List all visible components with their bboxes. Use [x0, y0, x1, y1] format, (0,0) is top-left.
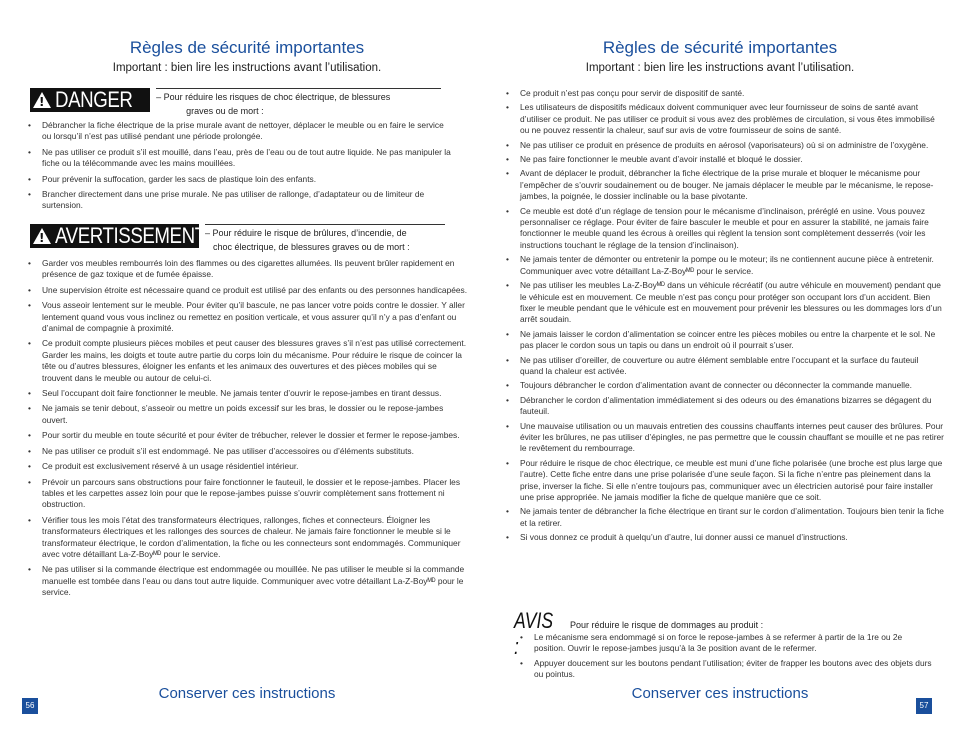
bullet-icon: •: [506, 328, 509, 339]
danger-list: [22, 120, 452, 216]
bullet-icon: •: [506, 354, 509, 365]
list-item: [500, 280, 944, 326]
list-item: [500, 206, 944, 252]
avertissement-label: AVERTISSEMENT: [55, 223, 206, 248]
list-item: [514, 658, 934, 681]
warning-triangle-icon: !: [33, 92, 51, 108]
bullet-icon: •: [506, 168, 509, 179]
list-item: [22, 174, 452, 185]
bullet-icon: •: [28, 445, 31, 456]
bullet-icon: •: [506, 205, 509, 216]
list-item: [500, 506, 944, 529]
list-item-text: Brancher directement dans une prise murale. Ne pas utiliser de rallonge, d’adaptateur ou de limiteur de surtension.: [42, 189, 425, 211]
bullet-icon: •: [28, 461, 31, 472]
avertissement-intro: – Pour réduire le risque de brûlures, d’incendie, de choc électrique, de blessures graves ou de mort :: [205, 224, 445, 254]
bullet-icon: •: [28, 338, 31, 349]
bullet-icon: •: [28, 514, 31, 525]
list-item-text: Ce meuble est doté d’un réglage de tension pour le mécanisme d’inclinaison, préréglé en usine. Vous pouvez personnaliser ce réglage. Pour éviter de faire basculer le meuble et pour en assurer la stabilité, ne jamais faire fonctionner le meuble quand les écrous à oreilles qui règlent la tension sont complètement desserrés (voir les instructions touchant le réglage de la tension d’inclinaison).: [520, 205, 929, 250]
page-title: Règles de sécurité importantes: [602, 38, 838, 57]
page-number: 56: [22, 698, 38, 714]
list-item-text: Débrancher le cordon d’alimentation immédiatement si des odeurs ou des émanations bizarres se dégagent du fauteuil.: [520, 394, 932, 417]
list-item-text: Prévoir un parcours sans obstructions pour faire fonctionner le fauteuil, le dossier et le repose-jambes. Placer les tables et les carpettes assez loin pour que le repose-jambes puisse s’ouvrir complètement sans frottement ni obstruction.: [42, 476, 461, 510]
danger-header: [30, 88, 441, 118]
bullet-icon: •: [506, 154, 509, 165]
danger-intro: – Pour réduire les risques de choc électrique, de blessures graves ou de mort :: [156, 88, 441, 118]
bullet-icon: •: [506, 380, 509, 391]
list-item: [22, 446, 468, 457]
list-item: [500, 140, 944, 151]
list-item-text: Une supervision étroite est nécessaire quand ce produit est utilisé par des enfants ou des personnes handicapées.: [42, 284, 468, 295]
list-item-text: Les utilisateurs de dispositifs médicaux doivent communiquer avec leur fournisseur de soins de santé avant d’utiliser ce produit. Ne pas utiliser ce produit si vous avez des problèmes de circulation, si vous êtes immobilisé ou ne pouvez ressentir la chaleur, sauf sur avis de votre fournisseur de soins de santé.: [520, 102, 935, 136]
list-item: [500, 380, 944, 391]
list-item-text: Ne jamais laisser le cordon d’alimentation se coincer entre les pièces mobiles ou entre la charpente et le sol. Ne pas placer le cordon sous un tapis ou dans un endroit où il pourrait s’user.: [520, 328, 936, 351]
bullet-icon: •: [506, 457, 509, 468]
list-item-text: Toujours débrancher le cordon d’alimentation avant de connecter ou déconnecter la commande manuelle.: [520, 380, 913, 391]
warning-triangle-icon: !: [33, 228, 51, 244]
list-item: [22, 285, 468, 296]
list-item: [22, 300, 468, 334]
bullet-icon: •: [506, 420, 509, 431]
page-subtitle: Important : bien lire les instructions avant l’utilisation.: [112, 62, 382, 74]
bullet-icon: •: [506, 139, 509, 150]
avis-list: [514, 632, 934, 684]
list-item: [22, 338, 468, 384]
list-item: [22, 147, 452, 170]
list-item-text: Ne pas utiliser ce produit s’il est mouillé, dans l’eau, près de l’eau ou de tout autre liquide. Ne pas manipuler la fiche ou la télécommande avec les mains mouillées.: [42, 146, 451, 169]
list-item: [22, 388, 468, 399]
avis-label: AVIS :: [514, 608, 554, 659]
bullet-icon: •: [28, 403, 31, 414]
list-item-text: Ne pas utiliser ce produit en présence de produits en aérosol (vaporisateurs) où si on administre de l’oxygène.: [520, 139, 929, 150]
list-item: [22, 515, 468, 561]
bullet-icon: •: [506, 280, 509, 291]
list-item: [500, 458, 944, 504]
page-subtitle: Important : bien lire les instructions avant l’utilisation.: [585, 62, 855, 74]
page-title: Règles de sécurité importantes: [129, 38, 365, 57]
bullet-icon: •: [28, 120, 31, 130]
list-item-text: Seul l’occupant doit faire fonctionner le meuble. Ne jamais tenter d’ouvrir le repose-jambes en tirant dessus.: [42, 388, 442, 399]
list-item: [22, 477, 468, 511]
list-item: [500, 168, 944, 202]
list-item: [22, 461, 468, 472]
list-item-text: Ne jamais se tenir debout, s’asseoir ou mettre un poids excessif sur les bras, le dossier ou le repose-jambes ouvert.: [42, 403, 444, 425]
list-item-text: Débrancher la fiche électrique de la prise murale avant de nettoyer, déplacer le meuble ou en faire le service ou lorsqu’il n’est pas utilisé pendant une période prolongée.: [42, 120, 444, 142]
list-item: [500, 329, 944, 352]
list-item: [22, 189, 452, 212]
bullet-icon: •: [520, 657, 523, 668]
list-item-text: Ne jamais tenter de démonter ou entretenir la pompe ou le moteur; ils ne contiennent aucune pièce à entretenir. Communiquer avec votre détaillant La-Z-Boyᴹᴰ pour le service.: [520, 254, 934, 276]
bullet-icon: •: [506, 102, 509, 113]
bullet-icon: •: [28, 430, 31, 441]
bullet-icon: •: [506, 254, 509, 265]
list-item: [500, 395, 944, 418]
list-item: [22, 403, 468, 426]
bullet-icon: •: [28, 476, 31, 487]
list-item-text: Garder vos meubles rembourrés loin des flammes ou des cigarettes allumées. Ils peuvent brûler rapidement en présence de gaz toxique et de fumée épaisse.: [42, 258, 455, 280]
danger-label: DANGER: [55, 87, 133, 112]
list-item-text: Pour réduire le risque de choc électrique, ce meuble est muni d’une fiche polarisée (une broche est plus large que l’autre). Cette fiche entre dans une prise polarisée d’une seule façon. Si la fiche n’entre pas pleinement dans la prise, inverser la fiche. Si elle n’entre toujours pas, communiquer avec un électricien autorisé pour faire installer une prise appropriée. Ne jamais modifier la fiche de quelque manière que ce soit.: [520, 457, 943, 502]
list-item-text: Ne pas utiliser les meubles La-Z-Boyᴹᴰ dans un véhicule récréatif (ou autre véhicule en mouvement) pendant que le véhicule est en mouvement. Ce meuble n’est pas conçu pour protéger son occupant lors d’un accident. Bien fixer le meuble pendant que le véhicule est en mouvement pour prévenir les blessures ou les dommages lors d’un arrêt soudain.: [520, 280, 942, 325]
bullet-icon: •: [506, 88, 509, 98]
list-item: [500, 88, 944, 99]
list-item-text: Ne pas utiliser ce produit s’il est endommagé. Ne pas utiliser d’accessoires ou d’éléments substituts.: [42, 445, 414, 456]
list-item-text: Appuyer doucement sur les boutons pendant l’utilisation; éviter de frapper les boutons avec des objets durs ou pointus.: [534, 657, 932, 680]
list-item-text: Ne pas faire fonctionner le meuble avant d’avoir installé et bloqué le dossier.: [520, 154, 803, 165]
list-item-text: Le mécanisme sera endommagé si on force le repose-jambes à se refermer à partir de la 1re ou 2e position. Ouvrir le repose-jambes jusqu’à la 3e position avant de le refermer.: [534, 632, 903, 654]
list-item-text: Ne jamais tenter de débrancher la fiche électrique en tirant sur le cordon d’alimentation. Toujours bien tenir la fiche et la retirer.: [520, 506, 944, 528]
list-item: [22, 564, 468, 598]
list-item: [500, 254, 944, 277]
list-item-text: Si vous donnez ce produit à quelqu’un d’autre, lui donner aussi ce manuel d’instructions.: [520, 532, 848, 543]
list-item: [22, 430, 468, 441]
bullet-icon: •: [520, 632, 523, 642]
bullet-icon: •: [28, 189, 31, 200]
list-item-text: Ne pas utiliser si la commande électrique est endommagée ou mouillée. Ne pas utiliser le meuble si la commande manuelle est tombée dans l’eau ou dans tout autre liquide. Communiquer avec votre détaillant La-Z-Boyᴹᴰ pour le service.: [42, 564, 465, 598]
list-item-text: Pour sortir du meuble en toute sécurité et pour éviter de trébucher, relever le dossier et fermer le repose-jambes.: [42, 430, 460, 441]
page-number: 57: [916, 698, 932, 714]
bullet-icon: •: [28, 258, 31, 268]
list-item-text: Vous asseoir lentement sur le meuble. Pour éviter qu’il bascule, ne pas lancer votre poids contre le dossier. Y aller lentement quand vous vous inclinez ou remettez en position verticale, et vous assurer qu’il n’y a pas d’enfant ou d’animal de compagnie à proximité.: [42, 300, 465, 334]
danger-label-box: [30, 88, 150, 112]
bullet-icon: •: [28, 146, 31, 157]
bullet-icon: •: [506, 506, 509, 517]
bullet-icon: •: [28, 300, 31, 311]
bullet-icon: •: [506, 394, 509, 405]
bullet-icon: •: [28, 564, 31, 575]
list-item: [22, 120, 452, 143]
list-item-text: Ce produit est exclusivement réservé à un usage résidentiel intérieur.: [42, 461, 299, 472]
list-item: [500, 532, 944, 543]
list-item: [514, 632, 934, 655]
left-page: [22, 0, 472, 738]
right-page: [500, 0, 944, 738]
avis-intro: Pour réduire le risque de dommages au produit :: [570, 620, 764, 630]
safety-list: [500, 88, 944, 547]
list-item-text: Ce produit n’est pas conçu pour servir de dispositif de santé.: [520, 88, 745, 98]
list-item-text: Ne pas utiliser d’oreiller, de couverture ou autre élément semblable entre l’occupant et la surface du fauteuil quand la chaleur est activée.: [520, 354, 919, 376]
bullet-icon: •: [28, 173, 31, 184]
bullet-icon: •: [506, 532, 509, 543]
avertissement-list: [22, 258, 468, 603]
list-item: [500, 421, 944, 455]
list-item: [500, 154, 944, 165]
avertissement-header: [30, 224, 445, 254]
list-item-text: Avant de déplacer le produit, débrancher la fiche électrique de la prise murale et bloquer le mécanisme pour l’empêcher de s’ouvrir soudainement ou de bouger. Ne jamais déplacer le meuble par le mécanisme, le repose-jambes, la poignée, le dossier inclinable ou la base pivotante.: [520, 168, 934, 202]
bullet-icon: •: [28, 284, 31, 295]
footer-text: Conserver ces instructions: [631, 685, 809, 702]
list-item-text: Une mauvaise utilisation ou un mauvais entretien des coussins chauffants internes peut causer des brûlures. Pour éviter les brûlures, ne pas utiliser d’épingles, ne pas permettre que le coussin chauffant se mouille et ne pas retirer le revêtement du rembourrage.: [520, 420, 944, 454]
bullet-icon: •: [28, 388, 31, 399]
list-item-text: Vérifier tous les mois l’état des transformateurs électriques, rallonges, fiches et connecteurs. Éloigner les transformateurs électriques et les rallonges des sources de chaleur. Ne jamais faire fonctionner le meuble si le transformateur électrique, le cordon d’alimentation, la fiche ou les connecteurs sont endommagés. Communiquer avec votre détaillant La-Z-Boyᴹᴰ pour le service.: [42, 514, 461, 559]
list-item: [22, 258, 468, 281]
list-item-text: Pour prévenir la suffocation, garder les sacs de plastique loin des enfants.: [42, 173, 317, 184]
avertissement-label-box: [30, 223, 206, 248]
list-item: [500, 355, 944, 378]
footer-text: Conserver ces instructions: [158, 685, 336, 702]
list-item: [500, 102, 944, 136]
list-item-text: Ce produit compte plusieurs pièces mobiles et peut causer des blessures graves s’il n’est pas utilisé correctement. Garder les mains, les doigts et toute autre partie du corps loin du mécanisme. Pour réduire le risque de coincer la tête ou d’autres blessures, éloigner les enfants et les animaux des ouvertures et des pièces mobiles qui se trouvent dans le meuble ou autour de celui-ci.: [42, 338, 467, 383]
